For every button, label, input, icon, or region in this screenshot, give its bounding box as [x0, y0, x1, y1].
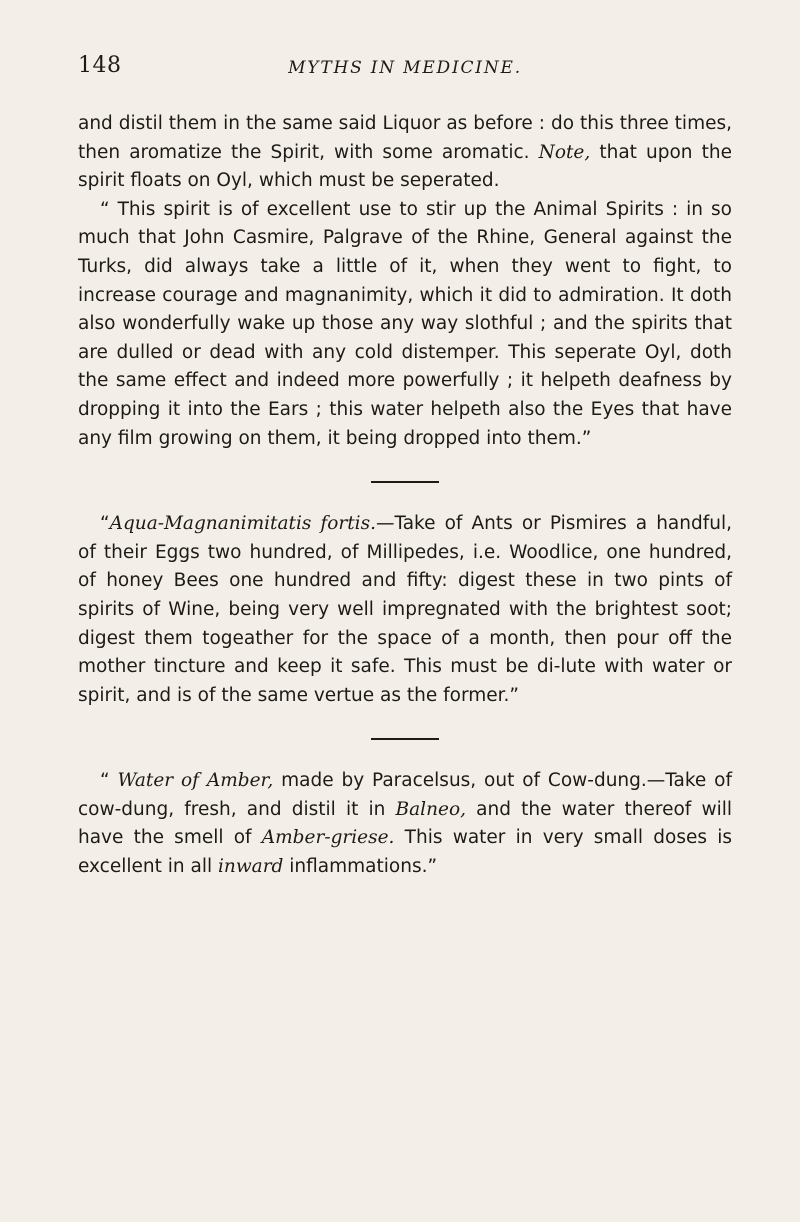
open-quote: “ [100, 770, 118, 792]
paragraph-aqua-magnanimitatis [78, 510, 732, 710]
paragraph-text: —Take of Ants or Pismires a handful, of their Eggs two hundred, of Millipedes, i.e. Woodlice, one hundred, of honey Bees one hundred and fifty: digest these in two pints of spirits of Wine, being very well impregnated with the brightest soot; digest them togeather for the space of a month, then pour off the mother tincture and keep it safe. This must be di-lute with water or spirit, and is of the same vertue as the former.” [78, 513, 732, 706]
open-quote: “ [100, 513, 110, 535]
paragraph-water-of-amber [78, 767, 732, 881]
running-title: MYTHS IN MEDICINE. [288, 58, 522, 78]
paragraph-text: and the water thereof will have the smell of [78, 798, 732, 849]
italic-recipe-title: Water of Amber, [117, 770, 274, 792]
italic-recipe-title: Aqua-Magnanimitatis fortis. [109, 513, 376, 535]
section-divider [371, 481, 439, 483]
paragraph-distillation [78, 110, 732, 196]
paragraph-text: This water in very small doses is excellent in all [78, 827, 733, 878]
book-page [78, 52, 732, 882]
paragraph-text: made by Paracelsus, out of Cow-dung.—Take of cow-dung, fresh, and distil it in [78, 770, 732, 820]
page-number: 148 [78, 53, 122, 78]
italic-term: inward [218, 856, 284, 878]
italic-term: Amber-griese. [261, 827, 395, 849]
italic-term: Balneo, [395, 798, 466, 820]
paragraph-text: “ This spirit is of excellent use to stir up the Animal Spirits : in so much that John Casmire, Palgrave of the Rhine, General against the Turks, did always take a little of it, when they went to fight, to increase courage and magnanimity, which it did to admiration. It doth also wonderfully wake up those any way slothful ; and the spirits that are dulled or dead with any cold distemper. This seperate Oyl, doth the same effect and indeed more powerfully ; it helpeth deafness by dropping it into the Ears ; this water helpeth also the Eyes that have any film growing on them, it being dropped into them.” [78, 198, 732, 449]
paragraph-spirit-uses [78, 196, 732, 453]
paragraph-text: that upon the spirit floats on Oyl, which must be seperated. [78, 141, 732, 192]
paragraph-text: inflammations.” [283, 856, 438, 878]
running-head [78, 52, 732, 84]
paragraph-text: and distil them in the same said Liquor as before : do this three times, then aromatize the Spirit, with some aromatic. [78, 113, 732, 163]
italic-note: Note, [538, 141, 591, 163]
section-divider [371, 738, 439, 740]
